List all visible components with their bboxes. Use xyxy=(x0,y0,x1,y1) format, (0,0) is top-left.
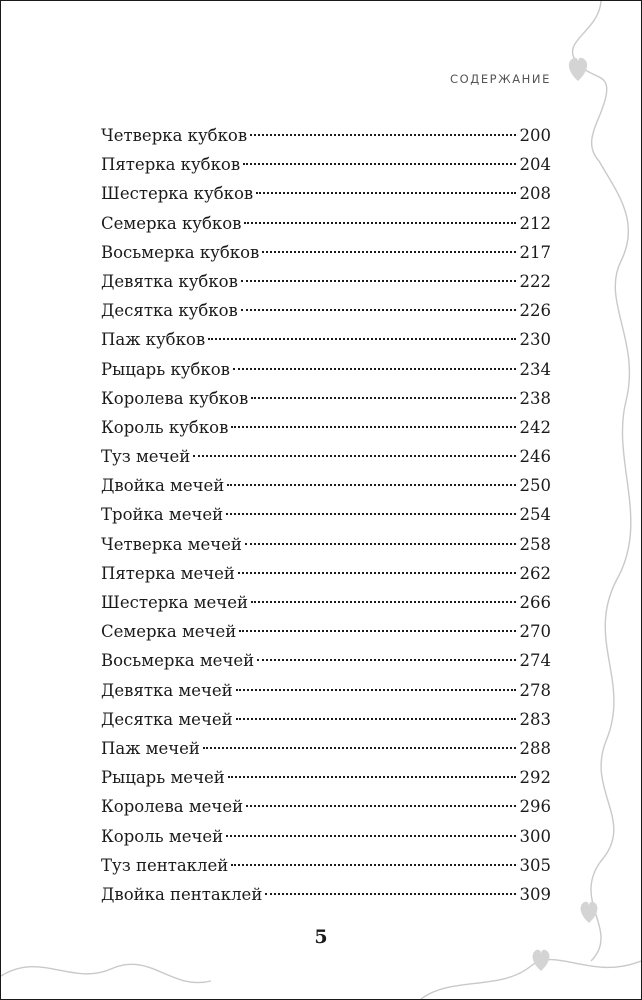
dot-leader xyxy=(244,222,515,224)
toc-entry-page: 288 xyxy=(519,738,551,758)
toc-entry xyxy=(101,238,551,267)
toc-entry-title: Двойка мечей xyxy=(101,476,225,496)
toc-entry-page: 296 xyxy=(519,797,551,817)
toc-entry xyxy=(101,471,551,500)
heart-icon xyxy=(569,58,587,81)
toc-entry-page: 250 xyxy=(519,476,551,496)
dot-leader xyxy=(256,192,515,194)
swirl-line-bottom xyxy=(1,964,211,982)
toc-entry-title: Пятерка кубков xyxy=(101,155,241,175)
toc-entry xyxy=(101,442,551,471)
toc-entry-title: Десятка кубков xyxy=(101,301,238,321)
toc-entry-page: 270 xyxy=(519,622,551,642)
dot-leader xyxy=(246,805,515,807)
dot-leader xyxy=(233,368,516,370)
table-of-contents xyxy=(101,121,551,909)
toc-entry xyxy=(101,646,551,675)
dot-leader xyxy=(231,426,515,428)
section-header: СОДЕРЖАНИЕ xyxy=(449,72,551,86)
dot-leader xyxy=(231,864,515,866)
swirl-line-right xyxy=(591,161,631,961)
toc-entry-page: 309 xyxy=(519,884,551,904)
toc-entry xyxy=(101,355,551,384)
toc-entry-title: Рыцарь мечей xyxy=(101,768,225,788)
toc-entry-title: Королева кубков xyxy=(101,388,249,408)
toc-entry-title: Паж кубков xyxy=(101,330,206,350)
toc-entry-title: Восьмерка кубков xyxy=(101,242,260,262)
toc-entry xyxy=(101,588,551,617)
toc-entry xyxy=(101,121,551,150)
toc-entry xyxy=(101,530,551,559)
dot-leader xyxy=(238,572,516,574)
toc-entry xyxy=(101,734,551,763)
toc-entry-title: Шестерка кубков xyxy=(101,184,254,204)
toc-entry-page: 238 xyxy=(519,388,551,408)
toc-entry-page: 262 xyxy=(519,563,551,583)
toc-entry-title: Король кубков xyxy=(101,417,229,437)
toc-entry-title: Девятка кубков xyxy=(101,271,238,291)
dot-leader xyxy=(228,776,516,778)
toc-entry-title: Десятка мечей xyxy=(101,709,233,729)
dot-leader xyxy=(208,338,515,340)
toc-entry-page: 300 xyxy=(519,826,551,846)
toc-entry-page: 266 xyxy=(519,593,551,612)
dot-leader xyxy=(257,659,515,661)
dot-leader xyxy=(239,630,515,632)
dot-leader xyxy=(193,455,515,457)
toc-entry xyxy=(101,150,551,179)
toc-entry xyxy=(101,617,551,646)
dot-leader xyxy=(245,543,516,545)
toc-entry-title: Паж мечей xyxy=(101,738,200,758)
toc-entry xyxy=(101,179,551,208)
toc-entry xyxy=(101,705,551,734)
dot-leader xyxy=(251,601,516,603)
dot-leader xyxy=(241,280,516,282)
toc-entry-title: Шестерка мечей xyxy=(101,593,248,612)
toc-entry-title: Семерка мечей xyxy=(101,622,237,642)
dot-leader xyxy=(226,835,515,837)
toc-entry-page: 274 xyxy=(519,651,551,671)
swirl-line-top xyxy=(573,1,607,161)
toc-entry-page: 278 xyxy=(519,680,551,700)
toc-entry-page: 254 xyxy=(519,505,551,525)
toc-entry xyxy=(101,676,551,705)
dot-leader xyxy=(265,893,515,895)
dot-leader xyxy=(227,484,515,486)
dot-leader xyxy=(262,251,515,253)
page-number: 5 xyxy=(314,926,328,948)
toc-entry-page: 212 xyxy=(519,213,551,233)
toc-entry-page: 292 xyxy=(519,768,551,788)
toc-entry xyxy=(101,413,551,442)
toc-entry-title: Семерка кубков xyxy=(101,213,242,233)
toc-entry-page: 222 xyxy=(519,271,551,291)
toc-entry-page: 246 xyxy=(519,447,551,467)
toc-entry xyxy=(101,384,551,413)
toc-entry-title: Пятерка мечей xyxy=(101,563,235,583)
toc-entry-page: 200 xyxy=(519,126,551,145)
toc-entry xyxy=(101,763,551,792)
toc-entry-title: Четверка мечей xyxy=(101,534,242,554)
toc-entry-page: 305 xyxy=(519,855,551,875)
toc-entry-title: Тройка мечей xyxy=(101,505,224,525)
toc-entry-page: 258 xyxy=(519,534,551,554)
swirl-line-bottom-right xyxy=(421,960,641,999)
toc-entry-page: 242 xyxy=(519,417,551,437)
toc-entry xyxy=(101,851,551,880)
toc-entry-title: Туз пентаклей xyxy=(101,855,229,875)
toc-entry-title: Туз мечей xyxy=(101,447,191,467)
toc-entry xyxy=(101,559,551,588)
dot-leader xyxy=(236,689,516,691)
toc-entry-page: 226 xyxy=(519,301,551,321)
dot-leader xyxy=(226,513,515,515)
toc-entry-page: 230 xyxy=(519,330,551,350)
toc-entry-title: Рыцарь кубков xyxy=(101,359,230,379)
toc-entry-page: 217 xyxy=(519,242,551,262)
heart-icon xyxy=(581,902,598,923)
toc-entry xyxy=(101,209,551,238)
toc-entry-title: Девятка мечей xyxy=(101,680,233,700)
dot-leader xyxy=(243,163,515,165)
toc-entry xyxy=(101,267,551,296)
toc-entry-title: Королева мечей xyxy=(101,797,244,817)
toc-entry xyxy=(101,880,551,909)
toc-entry xyxy=(101,792,551,821)
toc-entry xyxy=(101,500,551,529)
toc-entry-title: Король мечей xyxy=(101,826,224,846)
toc-entry xyxy=(101,325,551,354)
toc-entry-title: Четверка кубков xyxy=(101,126,248,145)
toc-entry-title: Двойка пентаклей xyxy=(101,884,263,904)
toc-entry-title: Восьмерка мечей xyxy=(101,651,255,671)
toc-entry-page: 204 xyxy=(519,155,551,175)
dot-leader xyxy=(241,309,516,311)
dot-leader xyxy=(251,397,515,399)
toc-entry xyxy=(101,296,551,325)
dot-leader xyxy=(250,134,515,136)
heart-icon xyxy=(533,950,550,971)
toc-entry xyxy=(101,822,551,851)
toc-entry-page: 208 xyxy=(519,184,551,204)
dot-leader xyxy=(203,747,516,749)
toc-entry-page: 283 xyxy=(519,709,551,729)
toc-entry-page: 234 xyxy=(519,359,551,379)
dot-leader xyxy=(236,718,516,720)
